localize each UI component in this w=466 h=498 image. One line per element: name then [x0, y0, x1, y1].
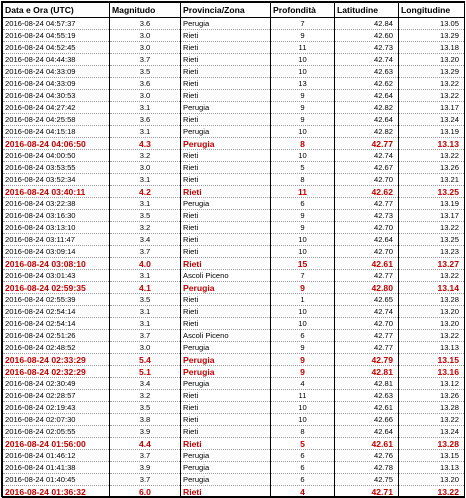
- table-row: [3, 306, 465, 318]
- table-row: [3, 126, 465, 138]
- cell-zone: Perugia: [181, 198, 271, 210]
- cell-datetime: 2016-08-24 03:53:55: [3, 162, 110, 174]
- cell-zone: Rieti: [181, 438, 271, 450]
- cell-depth: 9: [271, 102, 335, 114]
- cell-datetime: 2016-08-24 01:41:38: [3, 462, 110, 474]
- cell-datetime: 2016-08-24 04:55:19: [3, 30, 110, 42]
- cell-longitude: 13.28: [399, 402, 465, 414]
- cell-depth: 10: [271, 150, 335, 162]
- cell-magnitude: 3.2: [110, 390, 181, 402]
- cell-latitude: 42.73: [335, 42, 399, 54]
- table-row: [3, 402, 465, 414]
- cell-zone: Ascoli Piceno: [181, 270, 271, 282]
- cell-longitude: 13.15: [399, 450, 465, 462]
- cell-depth: 9: [271, 222, 335, 234]
- cell-latitude: 42.62: [335, 186, 399, 198]
- cell-zone: Rieti: [181, 66, 271, 78]
- cell-depth: 9: [271, 342, 335, 354]
- cell-magnitude: 3.9: [110, 426, 181, 438]
- cell-depth: 10: [271, 54, 335, 66]
- table-row: [3, 294, 465, 306]
- cell-latitude: 42.81: [335, 366, 399, 378]
- cell-depth: 6: [271, 330, 335, 342]
- cell-datetime: 2016-08-24 02:07:30: [3, 414, 110, 426]
- cell-magnitude: 3.0: [110, 90, 181, 102]
- table-row: [3, 426, 465, 438]
- cell-datetime: 2016-08-24 03:11:47: [3, 234, 110, 246]
- cell-magnitude: 4.4: [110, 438, 181, 450]
- cell-datetime: 2016-08-24 02:28:57: [3, 390, 110, 402]
- cell-longitude: 13.22: [399, 414, 465, 426]
- cell-zone: Perugia: [181, 282, 271, 294]
- table-row: [3, 354, 465, 366]
- cell-longitude: 13.22: [399, 330, 465, 342]
- cell-magnitude: 5.1: [110, 366, 181, 378]
- header-depth: Profondità: [271, 3, 335, 18]
- cell-magnitude: 3.7: [110, 450, 181, 462]
- cell-datetime: 2016-08-24 02:54:14: [3, 306, 110, 318]
- cell-datetime: 2016-08-24 02:33:29: [3, 354, 110, 366]
- cell-depth: 11: [271, 42, 335, 54]
- cell-latitude: 42.70: [335, 222, 399, 234]
- cell-depth: 9: [271, 90, 335, 102]
- cell-longitude: 13.22: [399, 78, 465, 90]
- cell-magnitude: 3.5: [110, 210, 181, 222]
- cell-latitude: 42.70: [335, 318, 399, 330]
- table-row: [3, 270, 465, 282]
- cell-latitude: 42.74: [335, 150, 399, 162]
- table-row: [3, 486, 465, 498]
- cell-depth: 10: [271, 402, 335, 414]
- cell-datetime: 2016-08-24 04:15:18: [3, 126, 110, 138]
- cell-magnitude: 3.1: [110, 270, 181, 282]
- cell-magnitude: 3.7: [110, 246, 181, 258]
- cell-magnitude: 3.7: [110, 330, 181, 342]
- cell-datetime: 2016-08-24 02:32:29: [3, 366, 110, 378]
- cell-latitude: 42.70: [335, 174, 399, 186]
- cell-longitude: 13.17: [399, 210, 465, 222]
- cell-datetime: 2016-08-24 04:00:50: [3, 150, 110, 162]
- cell-latitude: 42.80: [335, 282, 399, 294]
- cell-datetime: 2016-08-24 01:40:45: [3, 474, 110, 486]
- cell-magnitude: 4.0: [110, 258, 181, 270]
- cell-magnitude: 4.3: [110, 138, 181, 150]
- cell-depth: 8: [271, 138, 335, 150]
- cell-datetime: 2016-08-24 04:30:53: [3, 90, 110, 102]
- cell-longitude: 13.22: [399, 486, 465, 498]
- cell-zone: Rieti: [181, 90, 271, 102]
- cell-magnitude: 3.0: [110, 42, 181, 54]
- cell-zone: Perugia: [181, 126, 271, 138]
- cell-datetime: 2016-08-24 03:22:38: [3, 198, 110, 210]
- cell-zone: Perugia: [181, 342, 271, 354]
- table-row: [3, 138, 465, 150]
- cell-magnitude: 3.5: [110, 294, 181, 306]
- cell-depth: 9: [271, 366, 335, 378]
- header-datetime: Data e Ora (UTC): [3, 3, 110, 18]
- cell-datetime: 2016-08-24 01:46:12: [3, 450, 110, 462]
- cell-datetime: 2016-08-24 02:54:14: [3, 318, 110, 330]
- cell-latitude: 42.64: [335, 426, 399, 438]
- cell-zone: Rieti: [181, 162, 271, 174]
- table-body: [3, 18, 465, 498]
- cell-latitude: 42.70: [335, 246, 399, 258]
- cell-depth: 1: [271, 294, 335, 306]
- cell-zone: Rieti: [181, 486, 271, 498]
- cell-longitude: 13.22: [399, 222, 465, 234]
- table-row: [3, 342, 465, 354]
- cell-datetime: 2016-08-24 03:09:14: [3, 246, 110, 258]
- cell-longitude: 13.20: [399, 474, 465, 486]
- cell-depth: 10: [271, 306, 335, 318]
- cell-latitude: 42.78: [335, 462, 399, 474]
- table-row: [3, 330, 465, 342]
- cell-latitude: 42.63: [335, 66, 399, 78]
- cell-latitude: 42.77: [335, 138, 399, 150]
- cell-longitude: 13.16: [399, 366, 465, 378]
- cell-depth: 4: [271, 486, 335, 498]
- cell-depth: 5: [271, 438, 335, 450]
- cell-latitude: 42.84: [335, 18, 399, 30]
- cell-latitude: 42.66: [335, 414, 399, 426]
- cell-zone: Rieti: [181, 234, 271, 246]
- cell-latitude: 42.76: [335, 450, 399, 462]
- cell-latitude: 42.79: [335, 354, 399, 366]
- table-row: [3, 102, 465, 114]
- cell-longitude: 13.15: [399, 354, 465, 366]
- cell-depth: 9: [271, 354, 335, 366]
- cell-longitude: 13.24: [399, 114, 465, 126]
- cell-depth: 9: [271, 282, 335, 294]
- cell-longitude: 13.14: [399, 282, 465, 294]
- cell-datetime: 2016-08-24 04:33:09: [3, 78, 110, 90]
- cell-zone: Rieti: [181, 114, 271, 126]
- cell-depth: 10: [271, 414, 335, 426]
- cell-zone: Perugia: [181, 474, 271, 486]
- header-zone: Provincia/Zona: [181, 3, 271, 18]
- cell-longitude: 13.20: [399, 318, 465, 330]
- cell-longitude: 13.17: [399, 102, 465, 114]
- cell-latitude: 42.61: [335, 402, 399, 414]
- cell-latitude: 42.64: [335, 234, 399, 246]
- cell-latitude: 42.74: [335, 306, 399, 318]
- header-longitude: Longitudine: [399, 3, 465, 18]
- cell-latitude: 42.62: [335, 78, 399, 90]
- cell-latitude: 42.63: [335, 390, 399, 402]
- cell-datetime: 2016-08-24 03:08:10: [3, 258, 110, 270]
- cell-zone: Perugia: [181, 138, 271, 150]
- cell-magnitude: 3.0: [110, 162, 181, 174]
- table-row: [3, 54, 465, 66]
- cell-magnitude: 3.9: [110, 462, 181, 474]
- earthquake-table-sheet: [1, 1, 465, 497]
- table-row: [3, 90, 465, 102]
- cell-longitude: 13.21: [399, 174, 465, 186]
- cell-depth: 9: [271, 114, 335, 126]
- cell-datetime: 2016-08-24 04:06:50: [3, 138, 110, 150]
- cell-depth: 11: [271, 186, 335, 198]
- cell-longitude: 13.29: [399, 66, 465, 78]
- cell-datetime: 2016-08-24 04:25:58: [3, 114, 110, 126]
- cell-latitude: 42.61: [335, 438, 399, 450]
- cell-zone: Perugia: [181, 18, 271, 30]
- cell-zone: Perugia: [181, 102, 271, 114]
- table-row: [3, 162, 465, 174]
- cell-longitude: 13.22: [399, 90, 465, 102]
- cell-datetime: 2016-08-24 03:16:30: [3, 210, 110, 222]
- table-row: [3, 450, 465, 462]
- table-header: [3, 3, 465, 18]
- cell-longitude: 13.12: [399, 378, 465, 390]
- table-row: [3, 78, 465, 90]
- cell-depth: 15: [271, 258, 335, 270]
- table-row: [3, 474, 465, 486]
- cell-longitude: 13.25: [399, 186, 465, 198]
- cell-latitude: 42.81: [335, 378, 399, 390]
- cell-datetime: 2016-08-24 02:19:43: [3, 402, 110, 414]
- cell-latitude: 42.60: [335, 30, 399, 42]
- cell-longitude: 13.19: [399, 126, 465, 138]
- cell-datetime: 2016-08-24 04:27:42: [3, 102, 110, 114]
- cell-magnitude: 3.6: [110, 18, 181, 30]
- cell-magnitude: 3.1: [110, 126, 181, 138]
- cell-zone: Rieti: [181, 246, 271, 258]
- cell-depth: 9: [271, 210, 335, 222]
- cell-datetime: 2016-08-24 02:05:55: [3, 426, 110, 438]
- table-row: [3, 378, 465, 390]
- cell-magnitude: 3.0: [110, 342, 181, 354]
- cell-zone: Perugia: [181, 378, 271, 390]
- cell-longitude: 13.26: [399, 162, 465, 174]
- table-row: [3, 462, 465, 474]
- cell-zone: Perugia: [181, 366, 271, 378]
- cell-magnitude: 3.6: [110, 78, 181, 90]
- cell-magnitude: 3.1: [110, 318, 181, 330]
- cell-longitude: 13.25: [399, 234, 465, 246]
- cell-zone: Rieti: [181, 258, 271, 270]
- cell-zone: Perugia: [181, 462, 271, 474]
- table-row: [3, 66, 465, 78]
- cell-datetime: 2016-08-24 03:40:11: [3, 186, 110, 198]
- cell-magnitude: 3.2: [110, 150, 181, 162]
- cell-depth: 6: [271, 198, 335, 210]
- cell-zone: Rieti: [181, 78, 271, 90]
- cell-magnitude: 6.0: [110, 486, 181, 498]
- table-row: [3, 438, 465, 450]
- cell-zone: Perugia: [181, 450, 271, 462]
- cell-magnitude: 3.1: [110, 198, 181, 210]
- cell-zone: Rieti: [181, 426, 271, 438]
- cell-depth: 6: [271, 450, 335, 462]
- cell-datetime: 2016-08-24 02:48:52: [3, 342, 110, 354]
- table-row: [3, 174, 465, 186]
- cell-magnitude: 3.4: [110, 234, 181, 246]
- cell-latitude: 42.75: [335, 474, 399, 486]
- cell-latitude: 42.77: [335, 330, 399, 342]
- cell-depth: 10: [271, 246, 335, 258]
- table-row: [3, 282, 465, 294]
- cell-zone: Rieti: [181, 42, 271, 54]
- table-row: [3, 390, 465, 402]
- cell-longitude: 13.05: [399, 18, 465, 30]
- table-row: [3, 42, 465, 54]
- cell-longitude: 13.13: [399, 138, 465, 150]
- cell-latitude: 42.67: [335, 162, 399, 174]
- cell-zone: Rieti: [181, 186, 271, 198]
- cell-latitude: 42.71: [335, 486, 399, 498]
- cell-datetime: 2016-08-24 04:44:38: [3, 54, 110, 66]
- cell-datetime: 2016-08-24 02:51:26: [3, 330, 110, 342]
- cell-zone: Rieti: [181, 306, 271, 318]
- header-magnitude: Magnitudo: [110, 3, 181, 18]
- cell-zone: Ascoli Piceno: [181, 330, 271, 342]
- cell-magnitude: 3.1: [110, 306, 181, 318]
- cell-datetime: 2016-08-24 02:30:49: [3, 378, 110, 390]
- cell-magnitude: 3.1: [110, 174, 181, 186]
- table-row: [3, 246, 465, 258]
- table-row: [3, 414, 465, 426]
- header-row: [3, 3, 465, 18]
- cell-depth: 7: [271, 18, 335, 30]
- cell-latitude: 42.74: [335, 54, 399, 66]
- table-row: [3, 30, 465, 42]
- table-row: [3, 114, 465, 126]
- table-row: [3, 234, 465, 246]
- cell-magnitude: 3.4: [110, 378, 181, 390]
- cell-zone: Rieti: [181, 54, 271, 66]
- cell-magnitude: 3.8: [110, 414, 181, 426]
- cell-depth: 8: [271, 426, 335, 438]
- cell-longitude: 13.13: [399, 342, 465, 354]
- table-row: [3, 258, 465, 270]
- cell-datetime: 2016-08-24 03:13:10: [3, 222, 110, 234]
- cell-zone: Rieti: [181, 402, 271, 414]
- table-row: [3, 222, 465, 234]
- cell-zone: Perugia: [181, 354, 271, 366]
- cell-latitude: 42.77: [335, 198, 399, 210]
- cell-datetime: 2016-08-24 03:01:43: [3, 270, 110, 282]
- table-row: [3, 198, 465, 210]
- cell-latitude: 42.73: [335, 210, 399, 222]
- cell-magnitude: 3.0: [110, 30, 181, 42]
- cell-longitude: 13.28: [399, 294, 465, 306]
- cell-latitude: 42.64: [335, 90, 399, 102]
- cell-depth: 6: [271, 462, 335, 474]
- cell-longitude: 13.22: [399, 270, 465, 282]
- table-row: [3, 366, 465, 378]
- earthquake-table: [2, 2, 465, 498]
- cell-datetime: 2016-08-24 02:59:35: [3, 282, 110, 294]
- cell-longitude: 13.19: [399, 198, 465, 210]
- cell-depth: 10: [271, 126, 335, 138]
- cell-depth: 4: [271, 378, 335, 390]
- table-row: [3, 150, 465, 162]
- cell-datetime: 2016-08-24 01:36:32: [3, 486, 110, 498]
- cell-longitude: 13.24: [399, 426, 465, 438]
- cell-zone: Rieti: [181, 222, 271, 234]
- cell-longitude: 13.29: [399, 30, 465, 42]
- cell-latitude: 42.77: [335, 342, 399, 354]
- cell-latitude: 42.77: [335, 270, 399, 282]
- cell-longitude: 13.26: [399, 390, 465, 402]
- cell-zone: Rieti: [181, 318, 271, 330]
- cell-datetime: 2016-08-24 04:52:45: [3, 42, 110, 54]
- cell-magnitude: 3.5: [110, 402, 181, 414]
- table-row: [3, 210, 465, 222]
- cell-zone: Rieti: [181, 150, 271, 162]
- cell-magnitude: 5.4: [110, 354, 181, 366]
- cell-depth: 11: [271, 390, 335, 402]
- cell-zone: Rieti: [181, 30, 271, 42]
- cell-zone: Rieti: [181, 414, 271, 426]
- cell-magnitude: 3.5: [110, 66, 181, 78]
- cell-datetime: 2016-08-24 02:55:39: [3, 294, 110, 306]
- cell-magnitude: 4.2: [110, 186, 181, 198]
- cell-depth: 13: [271, 78, 335, 90]
- cell-depth: 7: [271, 270, 335, 282]
- cell-depth: 8: [271, 174, 335, 186]
- cell-longitude: 13.20: [399, 54, 465, 66]
- cell-zone: Rieti: [181, 174, 271, 186]
- cell-zone: Rieti: [181, 210, 271, 222]
- cell-longitude: 13.22: [399, 150, 465, 162]
- cell-latitude: 42.64: [335, 114, 399, 126]
- cell-magnitude: 3.6: [110, 114, 181, 126]
- cell-magnitude: 3.7: [110, 474, 181, 486]
- table-row: [3, 18, 465, 30]
- cell-depth: 9: [271, 30, 335, 42]
- cell-longitude: 13.28: [399, 438, 465, 450]
- cell-magnitude: 3.2: [110, 222, 181, 234]
- cell-depth: 10: [271, 234, 335, 246]
- cell-datetime: 2016-08-24 01:56:00: [3, 438, 110, 450]
- cell-datetime: 2016-08-24 04:33:09: [3, 66, 110, 78]
- cell-magnitude: 3.1: [110, 102, 181, 114]
- cell-latitude: 42.82: [335, 102, 399, 114]
- cell-longitude: 13.13: [399, 462, 465, 474]
- cell-longitude: 13.27: [399, 258, 465, 270]
- cell-latitude: 42.82: [335, 126, 399, 138]
- cell-magnitude: 4.1: [110, 282, 181, 294]
- cell-latitude: 42.61: [335, 258, 399, 270]
- cell-magnitude: 3.7: [110, 54, 181, 66]
- cell-depth: 10: [271, 318, 335, 330]
- cell-longitude: 13.18: [399, 42, 465, 54]
- header-latitude: Latitudine: [335, 3, 399, 18]
- cell-zone: Rieti: [181, 294, 271, 306]
- cell-longitude: 13.20: [399, 306, 465, 318]
- cell-zone: Rieti: [181, 390, 271, 402]
- cell-longitude: 13.23: [399, 246, 465, 258]
- cell-depth: 5: [271, 162, 335, 174]
- table-row: [3, 318, 465, 330]
- cell-depth: 10: [271, 66, 335, 78]
- cell-depth: 6: [271, 474, 335, 486]
- cell-datetime: 2016-08-24 04:57:37: [3, 18, 110, 30]
- table-row: [3, 186, 465, 198]
- cell-datetime: 2016-08-24 03:52:34: [3, 174, 110, 186]
- cell-latitude: 42.65: [335, 294, 399, 306]
